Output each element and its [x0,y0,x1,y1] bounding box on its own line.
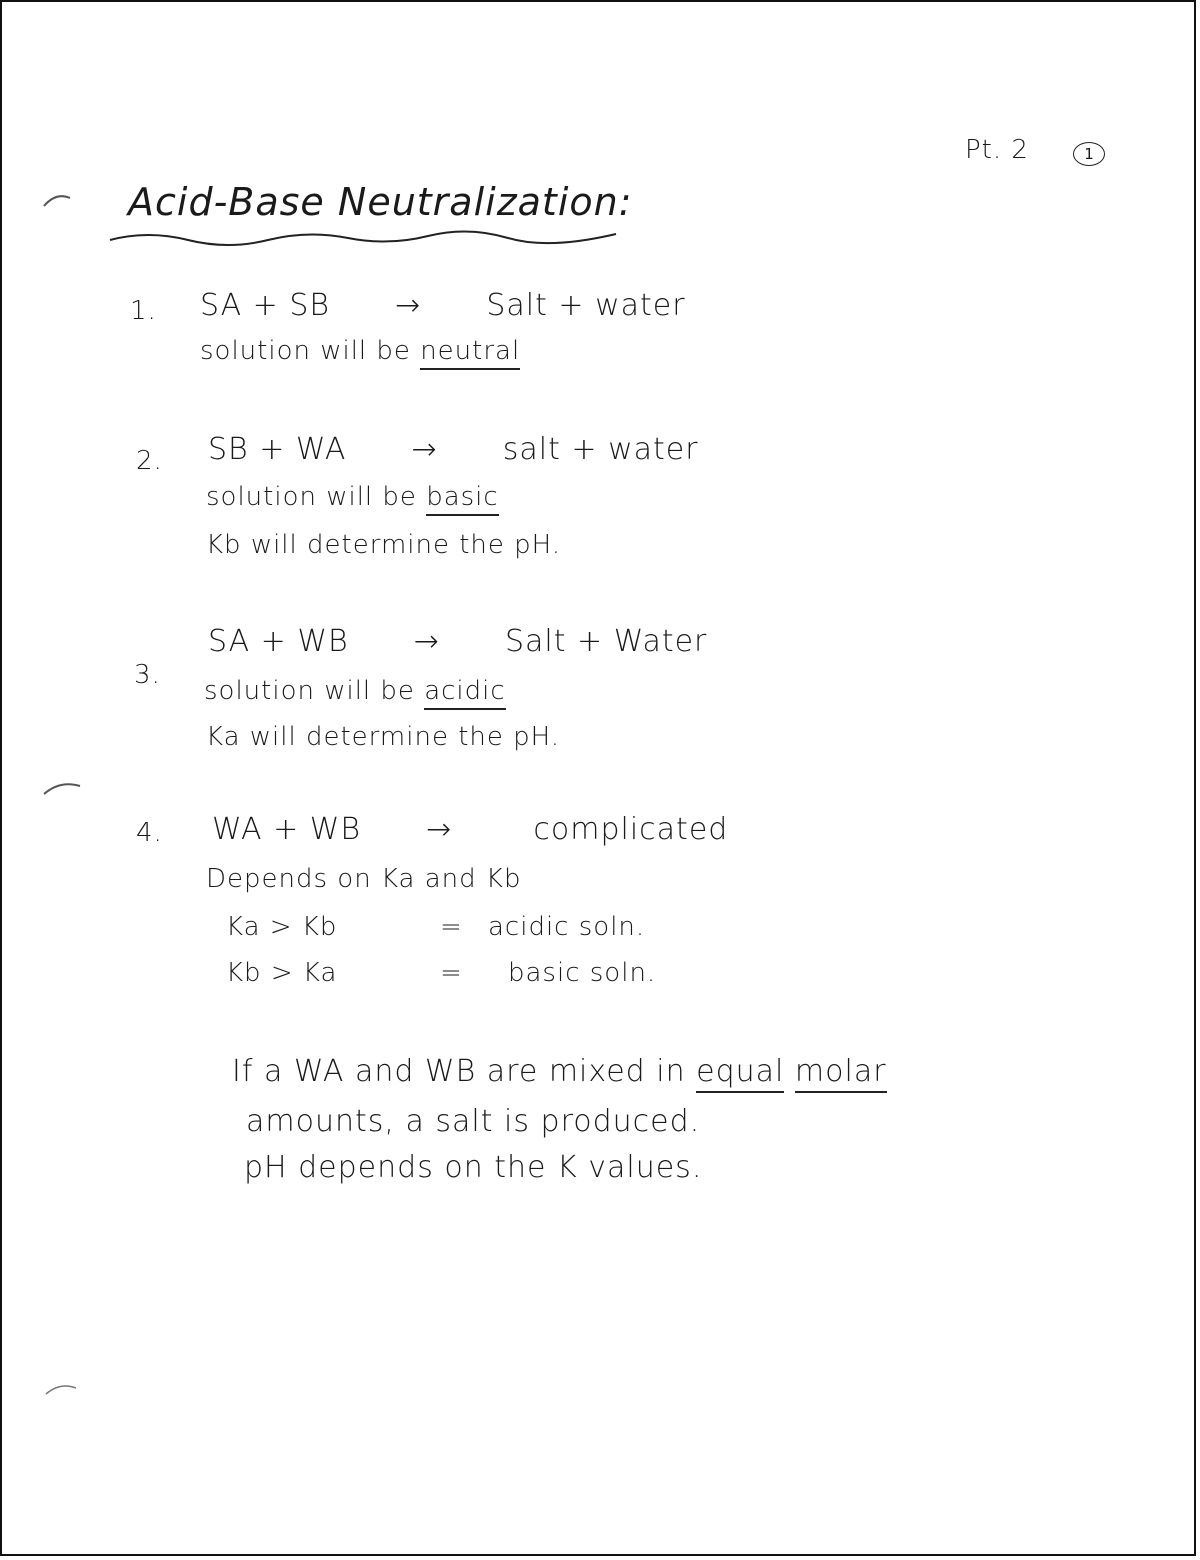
equation-right: complicated [533,812,729,847]
equation-right: Salt + Water [504,624,708,659]
note: Depends on Ka and Kb [206,864,522,894]
case-condition: Ka > Kb [226,912,338,942]
note-emphasis: neutral [420,336,520,370]
equation [200,288,686,323]
page-label: Pt. 2 [965,135,1029,165]
page-number-badge: 1 [1073,142,1105,166]
arrow-icon: → [413,624,440,659]
punch-hole-icon [42,192,72,208]
case-result: basic soln. [508,958,657,988]
case-condition: Kb > Ka [226,958,338,988]
arrow-icon: → [426,812,453,847]
punch-hole-icon [42,780,82,796]
equation [212,812,728,847]
equation [208,624,707,659]
equation-left: SA + WB [208,624,349,659]
summary-text: If a WA and WB are mixed in [232,1054,697,1089]
summary-line: pH depends on the K values. [244,1150,703,1185]
summary-emphasis: molar [795,1054,887,1093]
note [206,482,499,512]
note-text: solution will be [204,676,425,706]
equation-right: salt + water [502,432,699,467]
summary-line: amounts, a salt is produced. [246,1104,701,1139]
note: Kb will determine the pH. [206,530,562,560]
title-underline [108,226,620,250]
summary-emphasis: equal [696,1054,784,1093]
equation-right: Salt + water [486,288,686,323]
equation-left: WA + WB [212,812,362,847]
item-number: 4. [136,818,163,848]
item-number: 3. [134,660,161,690]
page-title: Acid-Base Neutralization: [128,180,633,224]
case-result: acidic soln. [488,912,646,942]
arrow-icon: → [395,288,422,323]
equation [208,432,699,467]
note-emphasis: acidic [424,676,505,710]
arrow-icon: → [411,432,438,467]
note [200,336,520,366]
punch-hole-icon [44,1382,78,1396]
case-equals: = [440,958,463,988]
equation-left: SA + SB [200,288,331,323]
summary-line [232,1054,887,1089]
note-text: solution will be [206,482,427,512]
note: Ka will determine the pH. [206,722,560,752]
equation-left: SB + WA [208,432,347,467]
case-equals: = [440,912,463,942]
note [204,676,506,706]
note-text: solution will be [200,336,421,366]
note-emphasis: basic [426,482,499,516]
item-number: 1. [130,296,157,326]
item-number: 2. [136,446,163,476]
